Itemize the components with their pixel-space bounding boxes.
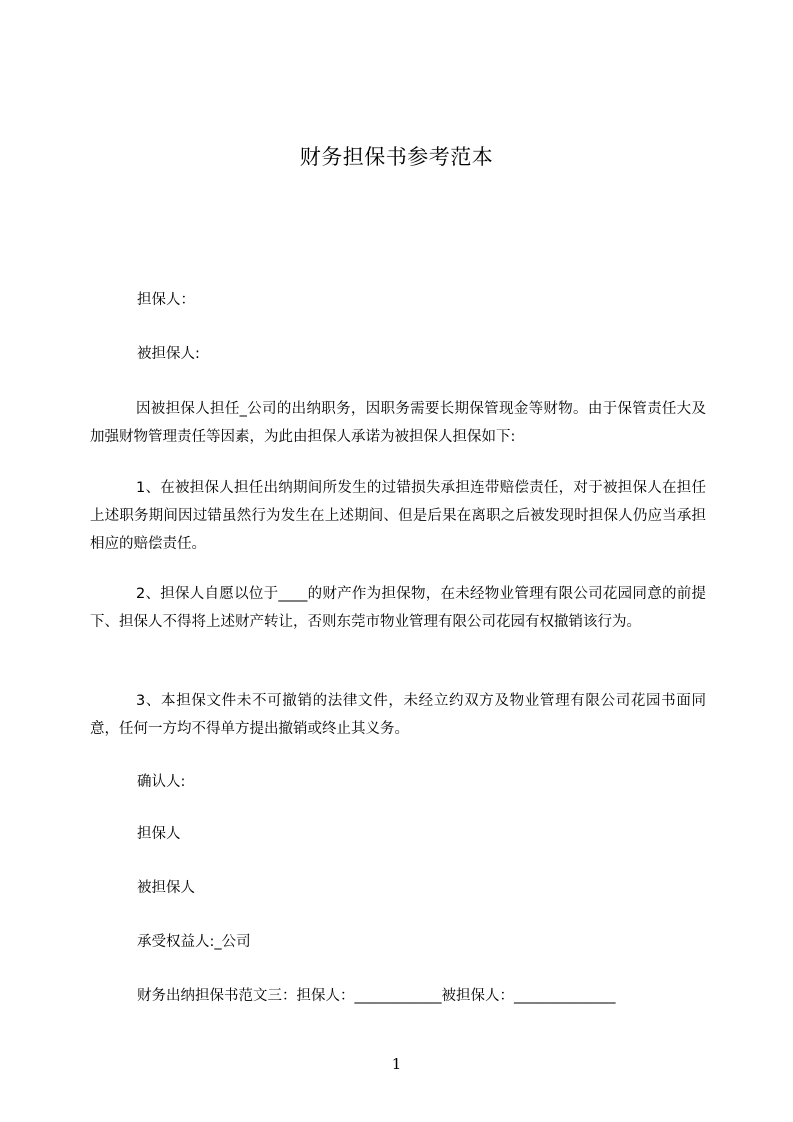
guaranteed-label: 被担保人: <box>137 346 200 362</box>
page-number: 1 <box>391 1055 402 1073</box>
beneficiary-line: 承受权益人:_公司 <box>137 934 251 950</box>
clause-2-paragraph: 2、担保人自愿以位于____的财产作为担保物，在未经物业管理有限公司花园同意的前提下、担保人不得将上述财产转让，否则东莞市物业管理有限公司花园有权撤销该行为。 <box>90 586 706 630</box>
clause-3-paragraph: 3、本担保文件未不可撤销的法律文件，未经立约双方及物业管理有限公司花园书面同意，任何一方均不得单方提出撤销或终止其义务。 <box>90 693 706 737</box>
signature-guarantor: 担保人 <box>137 826 181 842</box>
template-three-line: 财务出纳担保书范文三：担保人：____________被担保人：______________ <box>137 988 616 1004</box>
intro-paragraph: 因被担保人担任_公司的出纳职务，因职务需要长期保管现金等财物。由于保管责任大及加强财物管理责任等因素，为此由担保人承诺为被担保人担保如下: <box>90 401 706 445</box>
clause-1-paragraph: 1、在被担保人担任出纳期间所发生的过错损失承担连带赔偿责任，对于被担保人在担任上述职务期间因过错虽然行为发生在上述期间、但是后果在离职之后被发现时担保人仍应当承担相应的赔偿责任。 <box>90 480 706 552</box>
signature-guaranteed: 被担保人 <box>137 880 195 896</box>
guarantor-label: 担保人： <box>137 292 195 308</box>
confirm-label: 确认人: <box>137 774 186 790</box>
document-title: 财务担保书参考范本 <box>299 145 494 169</box>
